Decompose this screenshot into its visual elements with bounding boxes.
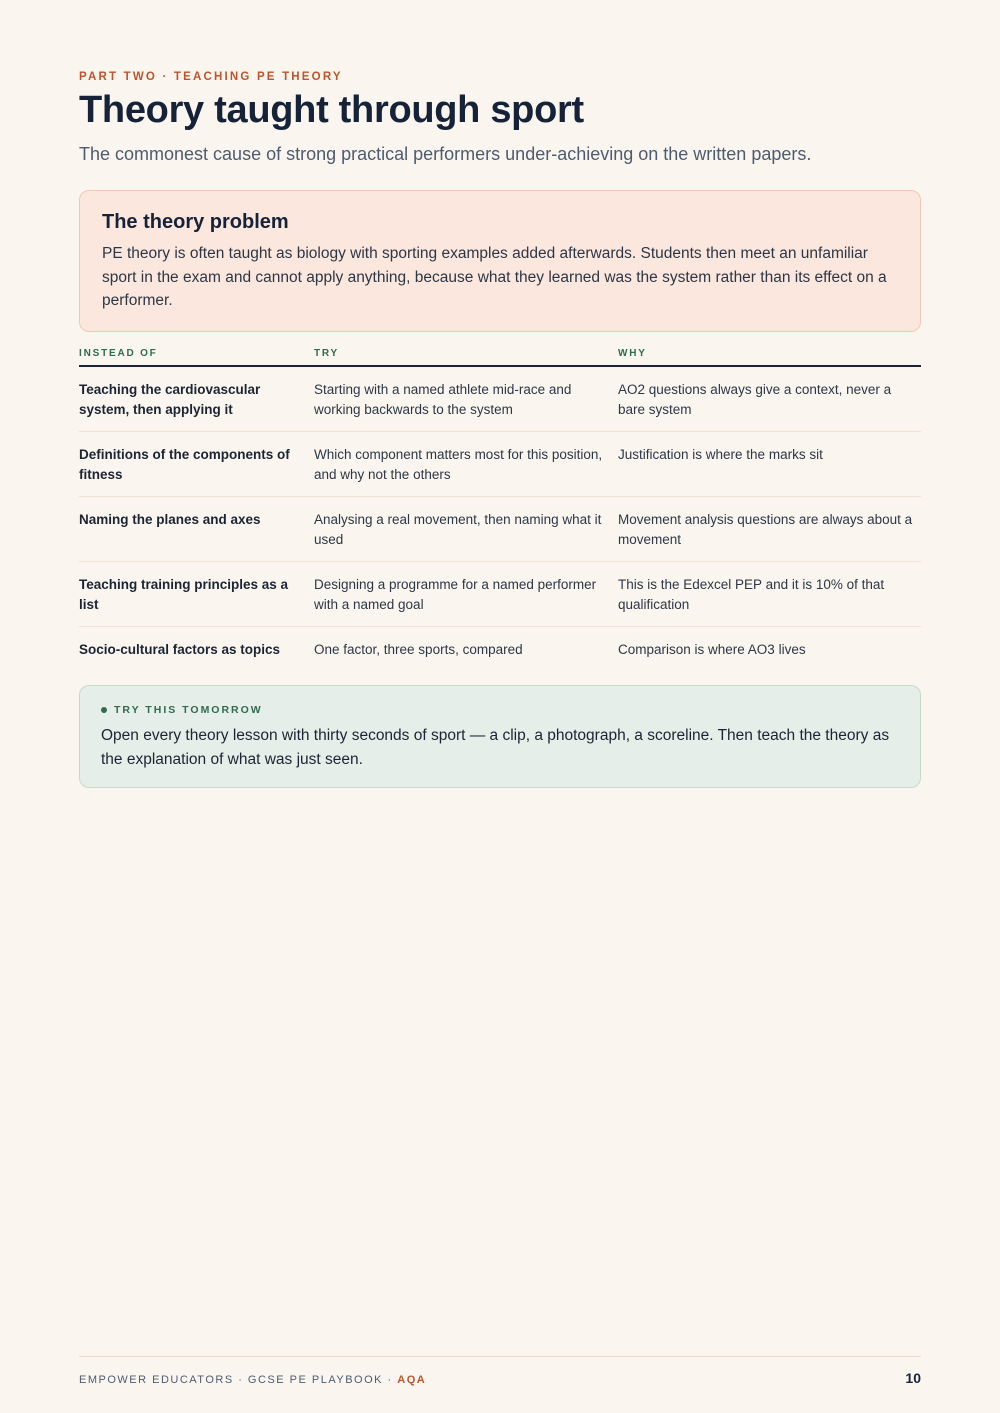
page-footer <box>79 1356 921 1386</box>
cell-instead-of: Definitions of the components of fitness <box>79 447 290 482</box>
bullet-dot-icon <box>101 707 107 713</box>
cell-instead-of: Naming the planes and axes <box>79 512 261 527</box>
column-header-try: TRY <box>314 348 340 359</box>
section-eyebrow: PART TWO · TEACHING PE THEORY <box>79 71 343 83</box>
callout-text: PE theory is often taught as biology with sporting examples added afterwards. Students then meet an unfamiliar sport in the exam and cannot apply anything, because what they learned was the system rather than its effect on a performer. <box>102 245 887 309</box>
table-header <box>79 345 921 367</box>
table-row <box>79 497 921 562</box>
cell-try: Analysing a real movement, then naming what it used <box>314 512 602 547</box>
page <box>79 0 921 1413</box>
footer-exam-board: AQA <box>397 1374 427 1386</box>
footer-publication: EMPOWER EDUCATORS · GCSE PE PLAYBOOK · <box>79 1374 398 1386</box>
cell-why: Comparison is where AO3 lives <box>618 642 806 657</box>
column-header-instead-of: INSTEAD OF <box>79 348 158 359</box>
table-row <box>79 367 921 432</box>
page-title: Theory taught through sport <box>79 89 584 131</box>
page-subtitle: The commonest cause of strong practical performers under-achieving on the written papers. <box>79 144 812 164</box>
theory-problem-callout <box>79 190 921 332</box>
try-this-tomorrow-callout <box>79 685 921 788</box>
callout-title: The theory problem <box>102 211 289 233</box>
footer-credit <box>79 1374 426 1386</box>
cell-why: Movement analysis questions are always about a movement <box>618 512 913 547</box>
page-number: 10 <box>905 1370 921 1386</box>
cell-try: Which component matters most for this position, and why not the others <box>314 447 603 482</box>
table-row <box>79 432 921 497</box>
cell-why: This is the Edexcel PEP and it is 10% of that qualification <box>618 577 885 612</box>
cell-instead-of: Teaching training principles as a list <box>79 577 289 612</box>
tip-text: Open every theory lesson with thirty seconds of sport — a clip, a photograph, a scoreline. Then teach the theory as the explanation of what was just seen. <box>101 727 890 768</box>
tip-label: TRY THIS TOMORROW <box>114 704 263 716</box>
cell-why: AO2 questions always give a context, never a bare system <box>618 382 892 417</box>
tip-label-row <box>101 704 899 716</box>
cell-instead-of: Socio-cultural factors as topics <box>79 642 281 657</box>
table-row <box>79 562 921 627</box>
cell-try: Starting with a named athlete mid-race and working backwards to the system <box>314 382 572 417</box>
cell-instead-of: Teaching the cardiovascular system, then applying it <box>79 382 261 417</box>
cell-try: Designing a programme for a named performer with a named goal <box>314 577 597 612</box>
comparison-table <box>79 345 921 692</box>
column-header-why: WHY <box>618 348 647 359</box>
cell-try: One factor, three sports, compared <box>314 642 523 657</box>
cell-why: Justification is where the marks sit <box>618 447 823 462</box>
table-row <box>79 627 921 692</box>
